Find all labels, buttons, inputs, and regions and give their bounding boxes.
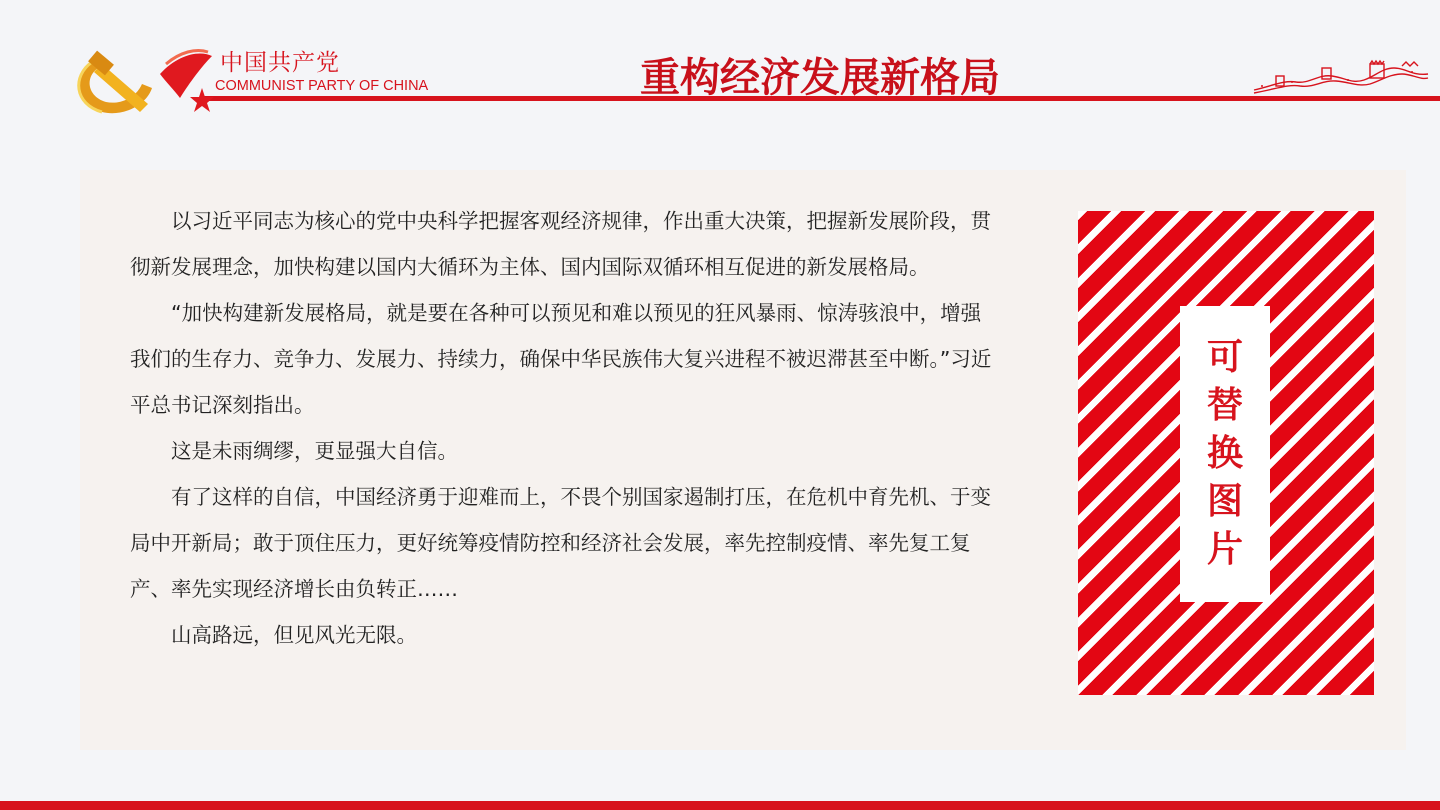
article-body — [130, 198, 996, 658]
paragraph: 这是未雨绸缪，更显强大自信。 — [171, 439, 458, 463]
logo-english-text: COMMUNIST PARTY OF CHINA — [215, 78, 429, 94]
placeholder-label: 可替换图片 — [1206, 337, 1243, 570]
footer-bar — [0, 801, 1440, 810]
placeholder-label-box — [1180, 306, 1270, 602]
paragraph: 以习近平同志为核心的党中央科学把握客观经济规律，作出重大决策，把握新发展阶段，贯彻新发展理念，加快构建以国内大循环为主体、国内国际双循环相互促进的新发展格局。 — [130, 209, 991, 279]
paragraph: 有了这样的自信，中国经济勇于迎难而上，不畏个别国家遏制打压，在危机中育先机、于变局中开新局；敢于顶住压力，更好统筹疫情防控和经济社会发展，率先控制疫情、率先复工复产、率先实现经济增长由负转正…… — [130, 485, 991, 601]
paragraph: “加快构建新发展格局，就是要在各种可以预见和难以预见的狂风暴雨、惊涛骇浪中，增强我们的生存力、竞争力、发展力、持续力，确保中华民族伟大复兴进程不被迟滞甚至中断。”习近平总书记深刻指出。 — [130, 301, 992, 417]
page-title: 重构经济发展新格局 — [640, 55, 1000, 101]
great-wall-icon — [1252, 56, 1430, 94]
party-emblem-icon — [62, 42, 222, 122]
paragraph: 山高路远，但见风光无限。 — [171, 623, 417, 647]
image-placeholder[interactable] — [1078, 211, 1374, 695]
logo-chinese-text: 中国共产党 — [220, 50, 340, 76]
